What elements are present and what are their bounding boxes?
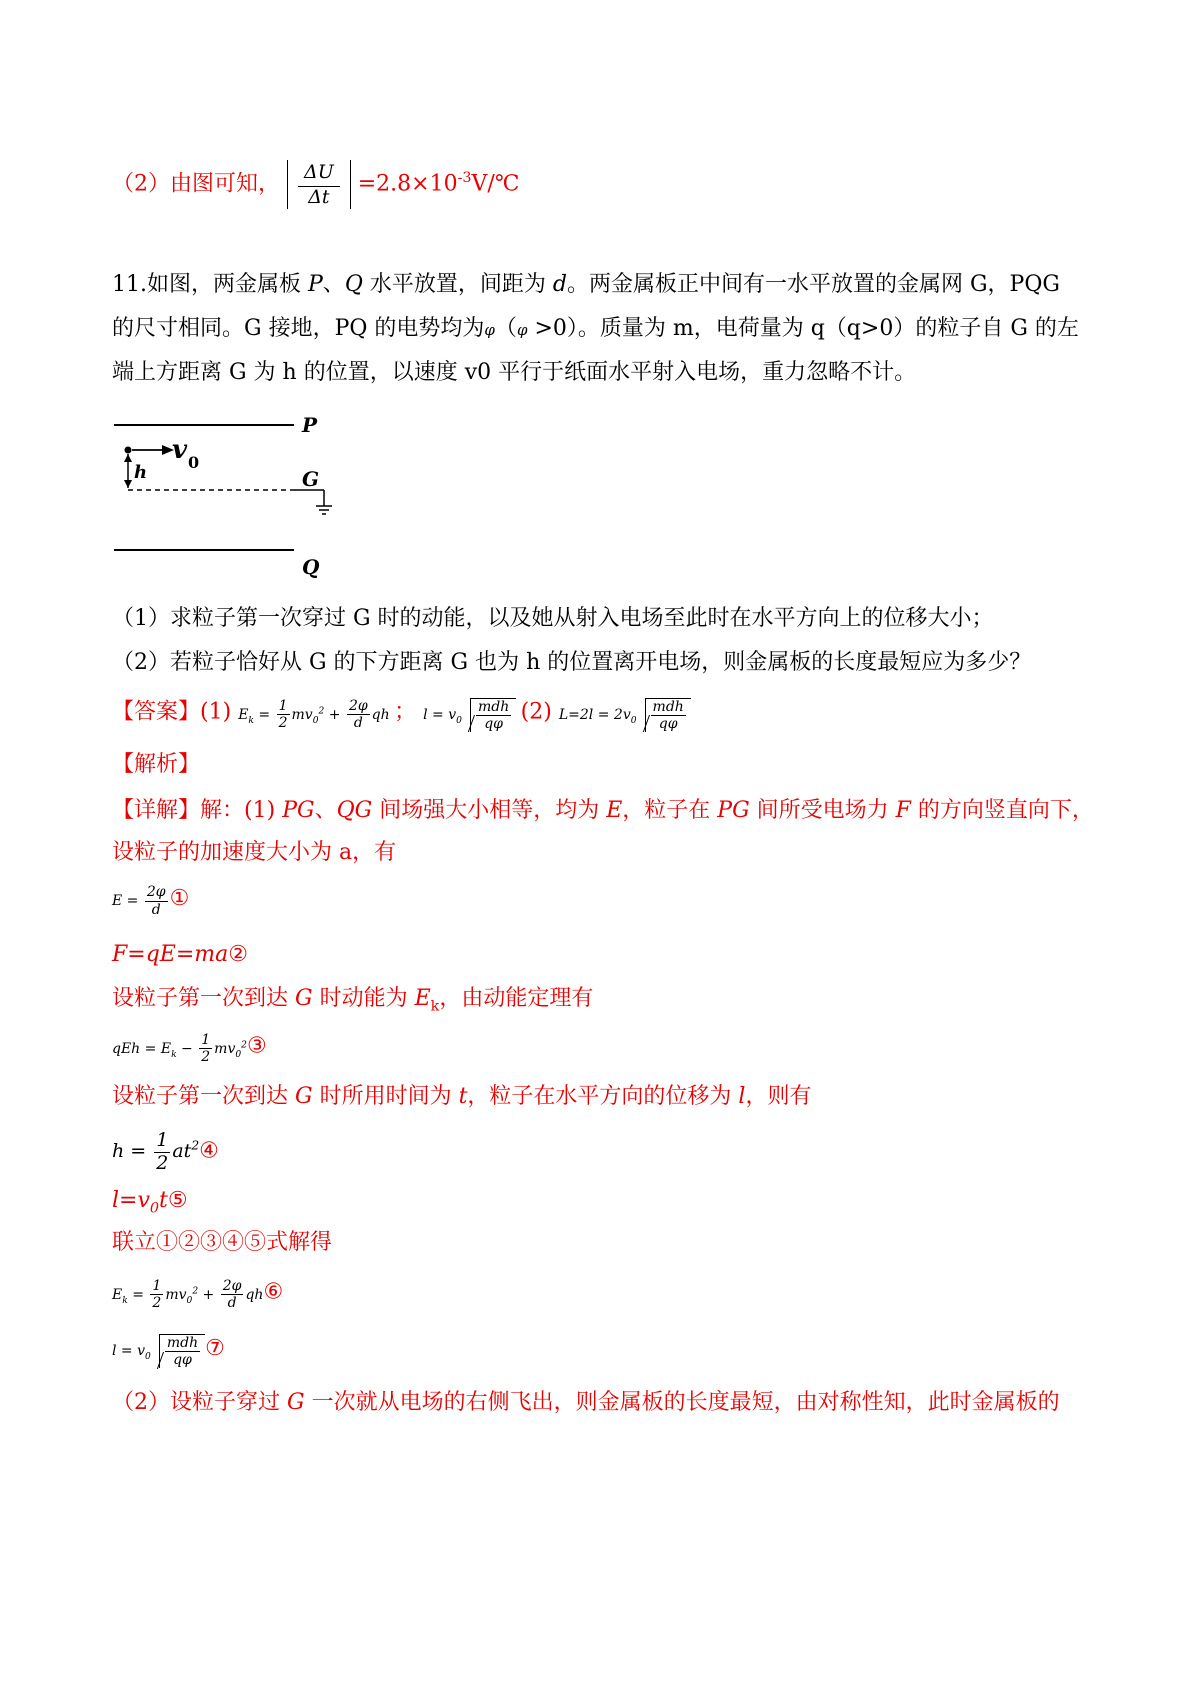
label-P: P — [302, 413, 318, 437]
circled-1: ① — [169, 886, 190, 911]
d-var: G — [295, 986, 313, 1011]
answer-eq-2: $l = v_0$ $\frac{\text{mdh}}{q\varphi}$ — [423, 707, 521, 723]
label-v: v — [172, 435, 188, 465]
d-text: ，则有 — [745, 1084, 812, 1109]
q-text: 水平放置，间距为 — [362, 272, 553, 297]
q-text: （ — [494, 316, 517, 341]
detail-line-4 — [112, 1082, 811, 1112]
d-text: 间所受电场力 — [749, 798, 896, 823]
q-text: 、 — [322, 272, 345, 297]
equation-7: $l = v_0$ $\frac{\text{mdh}}{q\varphi}$ ⑦ — [112, 1335, 225, 1369]
prev-answer-value: =2.8×10 — [357, 171, 458, 197]
q-var-phi: φ — [484, 321, 495, 339]
label-Q: Q — [302, 555, 320, 579]
equation-4: h = $\frac{1}{2}$ $at^2④$ — [112, 1129, 219, 1174]
q-var-d: d — [552, 272, 567, 297]
circled-2: ② — [228, 942, 248, 967]
eq2-text: F=qE=ma — [112, 942, 229, 967]
answer-num-1: (1) — [200, 699, 232, 725]
frac-denominator: Δt — [308, 185, 330, 208]
equation-5 — [112, 1186, 188, 1223]
eq5-b: t — [159, 1188, 168, 1213]
d-var: E — [606, 798, 623, 823]
d-text: ，粒子在 — [622, 798, 718, 823]
abs-value — [287, 160, 351, 209]
d-var: G — [295, 1084, 313, 1109]
question-line-2 — [112, 314, 1079, 345]
d-text: 间场强大小相等，均为 — [372, 798, 607, 823]
answer-num-2: (2) — [520, 699, 552, 725]
d-text: （2）设粒子穿过 — [112, 1390, 287, 1415]
d-var: l — [738, 1084, 746, 1109]
prev-answer-prefix: （2）由图可知， — [112, 171, 280, 197]
circled-7: ⑦ — [205, 1336, 225, 1362]
circled-6: ⑥ — [263, 1279, 284, 1305]
d-var: PG — [282, 798, 315, 823]
sub-question-1: （1）求粒子第一次穿过 G 时的动能，以及她从射入电场至此时在水平方向上的位移大小； — [112, 606, 994, 631]
answer-semicolon: ； — [394, 699, 417, 725]
detail-line-2: 设粒子的加速度大小为 a，有 — [112, 840, 397, 865]
d-text: 、 — [314, 798, 337, 823]
sub-question-2: （2）若粒子恰好从 G 的下方距离 G 也为 h 的位置离开电场，则金属板的长度最短应为多少？ — [112, 650, 1032, 675]
d-var: F — [895, 798, 911, 823]
d-text: ，粒子在水平方向的位移为 — [467, 1084, 739, 1109]
d-var: G — [287, 1390, 305, 1415]
d-text: 时所用时间为 — [312, 1084, 459, 1109]
q-var-phi: φ — [516, 321, 528, 339]
label-h: h — [134, 462, 148, 483]
eq5-a: l=v — [112, 1188, 150, 1213]
q-var-Q: Q — [344, 272, 363, 297]
d-text: ，由动能定理有 — [439, 986, 594, 1011]
prev-answer-line — [112, 160, 519, 209]
detail-tag: 【详解】 — [112, 798, 201, 823]
q-var-P: P — [307, 272, 323, 297]
d-var: QG — [336, 798, 373, 823]
question-line-1 — [112, 270, 1060, 300]
plates-figure — [112, 410, 352, 580]
d-text: 一次就从电场的右侧飞出，则金属板的长度最短，由对称性知，此时金属板的 — [304, 1390, 1060, 1415]
q-text: 11.如图，两金属板 — [112, 272, 308, 297]
q-text: 。两金属板正中间有一水平放置的金属网 G，PQG — [566, 272, 1060, 297]
question-line-3: 端上方距离 G 为 h 的位置，以速度 v0 平行于纸面水平射入电场，重力忽略不计。 — [112, 360, 917, 385]
fraction — [298, 160, 340, 209]
equation-3: qEh = $E_k$ − $\frac{1}{2}$ $mv_0^2③$ — [112, 1032, 267, 1066]
answer-line — [112, 696, 691, 735]
detail-line-3 — [112, 984, 593, 1021]
d-sub: k — [430, 998, 440, 1015]
circled-4: ④ — [199, 1138, 219, 1164]
frac-numerator: ΔU — [298, 160, 340, 187]
prev-answer-unit: V/℃ — [471, 171, 520, 197]
d-text: 解：(1) — [200, 798, 283, 823]
q-text: 的尺寸相同。G 接地，PQ 的电势均为 — [112, 316, 485, 341]
h-arrow-top — [124, 454, 132, 462]
circled-5: ⑤ — [167, 1188, 188, 1213]
d-text: 时动能为 — [312, 986, 415, 1011]
d-var: PG — [717, 798, 750, 823]
eq5-sub: 0 — [149, 1200, 160, 1217]
d-text: 的方向竖直向下， — [910, 798, 1094, 823]
prev-answer-exp: -3 — [457, 170, 472, 187]
analysis-tag: 【解析】 — [112, 752, 201, 777]
equation-1: E = $\frac{2\varphi}{d}$ ① — [112, 884, 190, 918]
circled-3: ③ — [246, 1033, 267, 1059]
d-text: 设粒子第一次到达 — [112, 986, 295, 1011]
d-text: 设粒子第一次到达 — [112, 1084, 295, 1109]
particle-dot — [125, 447, 132, 454]
d-var: t — [458, 1084, 468, 1109]
d-var: E — [414, 986, 431, 1011]
h-arrow-bottom — [124, 480, 132, 488]
label-v-sub: 0 — [188, 453, 200, 472]
answer-tag: 【答案】 — [112, 699, 201, 725]
detail-line-1 — [112, 796, 1094, 826]
label-G: G — [302, 467, 320, 491]
detail-line-6 — [112, 1388, 1060, 1418]
q-text: >0）。质量为 m，电荷量为 q（q>0）的粒子自 G 的左 — [527, 316, 1079, 341]
answer-eq-1: $E_k$ = $\frac{1}{2}$ $mv_0^2$ + $\frac{2\varphi}{d}$ qh — [238, 698, 390, 732]
equation-2 — [112, 940, 248, 970]
detail-line-5: 联立①②③④⑤式解得 — [112, 1230, 333, 1255]
equation-6: $E_k$ = $\frac{1}{2}$ $mv_0^2$ + $\frac{2\varphi}{d}$ qh⑥ — [112, 1278, 284, 1312]
answer-eq-3: $L=2l = 2v_0$ $\frac{\text{mdh}}{q\varphi}$ — [559, 707, 691, 723]
